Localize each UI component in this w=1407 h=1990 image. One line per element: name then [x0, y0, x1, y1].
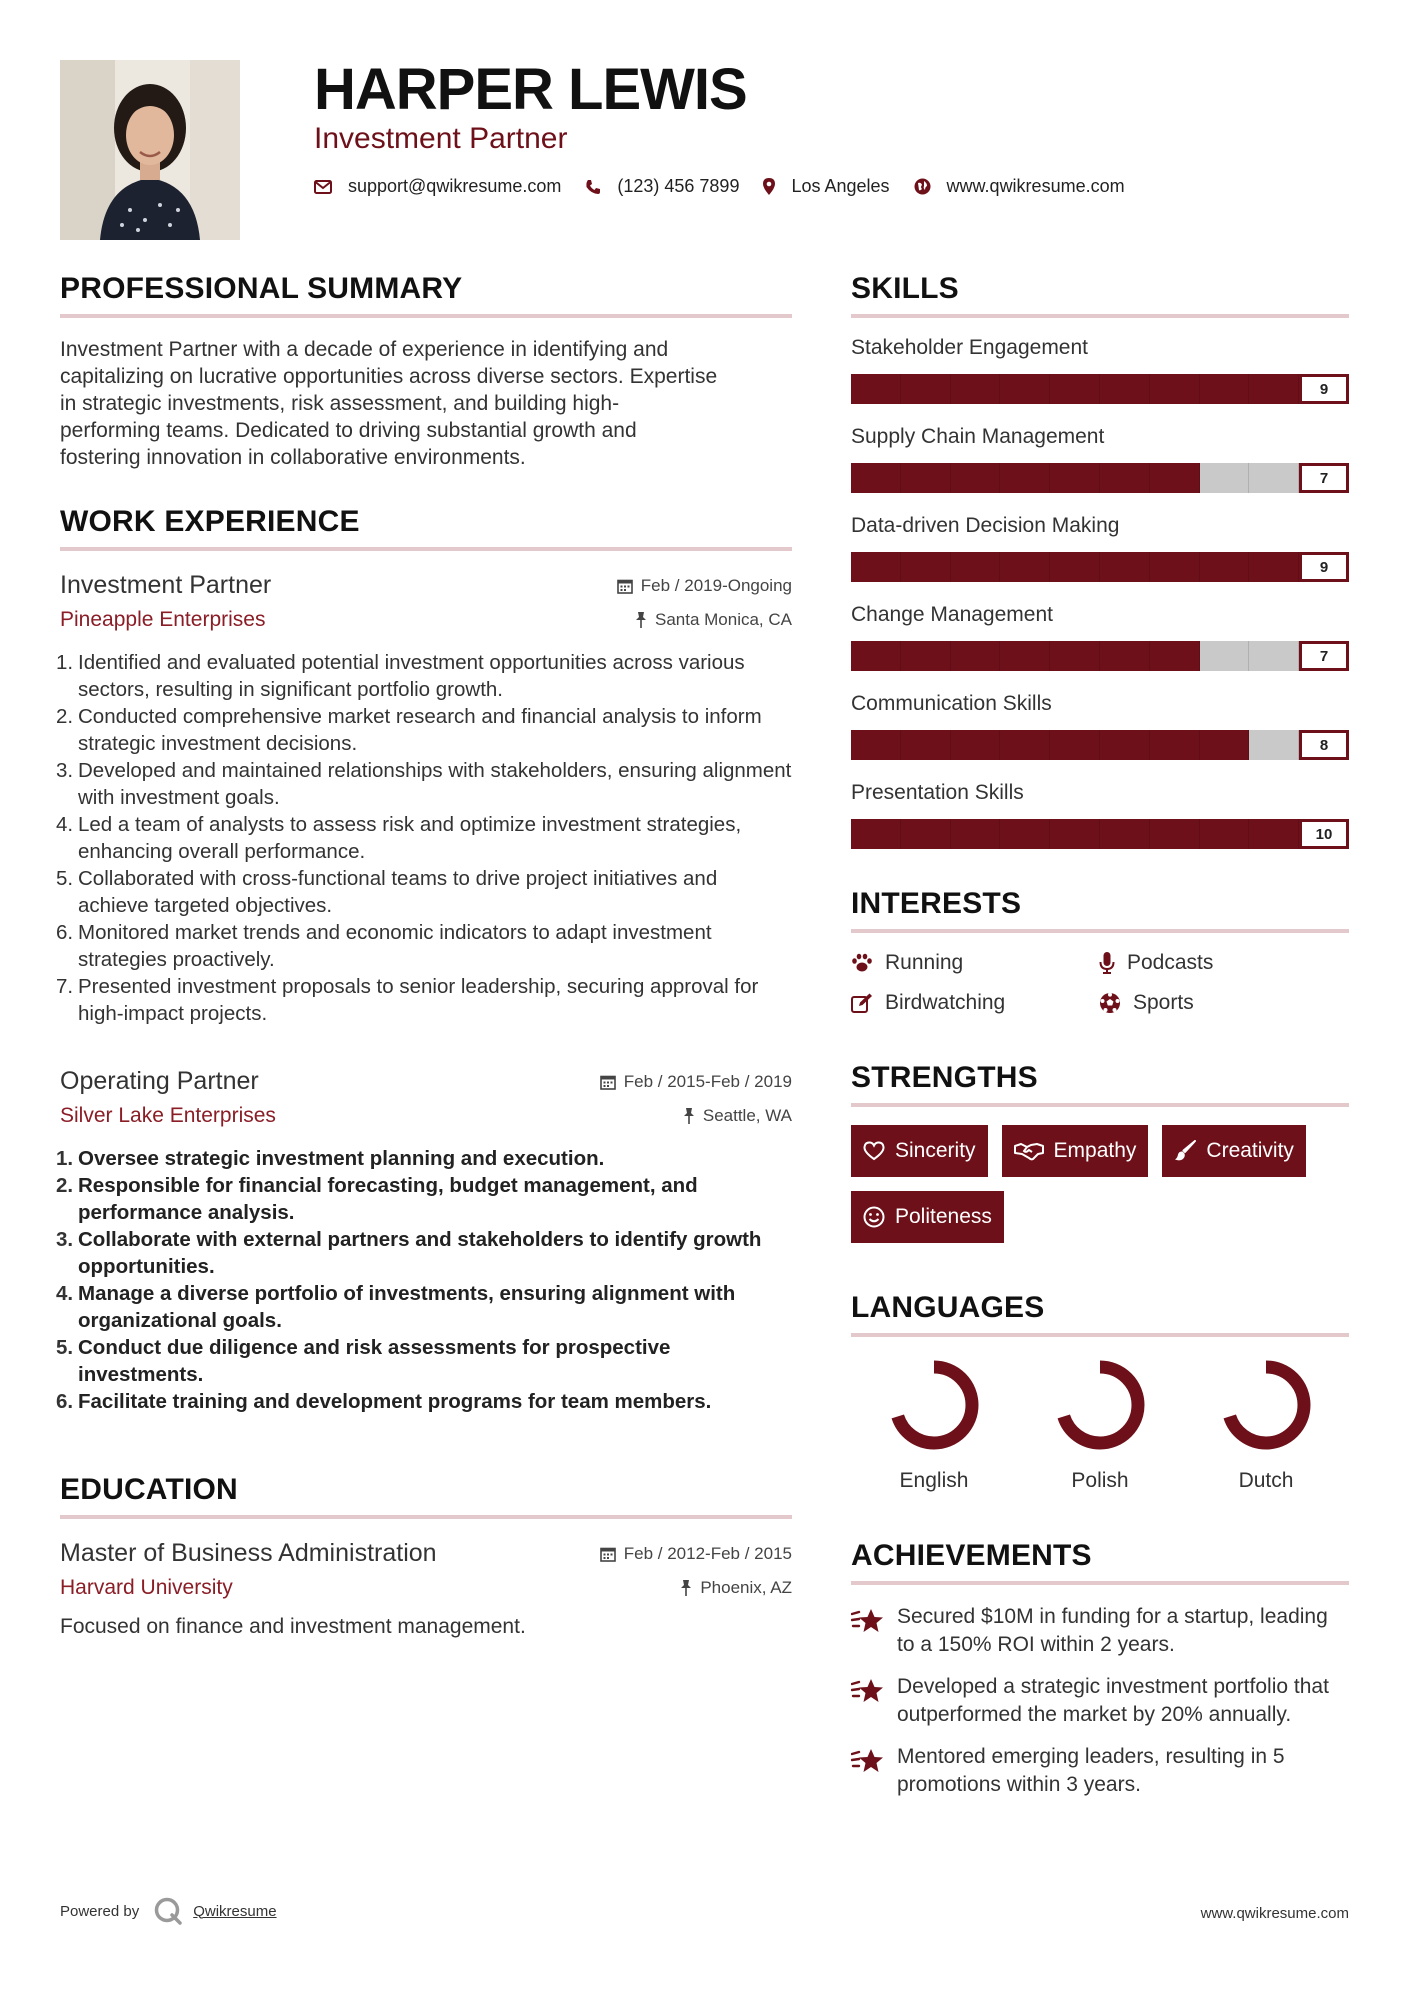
education-heading: EDUCATION	[60, 1473, 792, 1519]
summary-text	[60, 336, 792, 471]
skill-segment-filled	[1200, 819, 1250, 849]
interest-label: Running	[885, 951, 964, 974]
skill-segment-filled	[1000, 552, 1050, 582]
skill-segment-filled	[1200, 730, 1250, 760]
list-item: 2. Responsible for financial forecasting, budget management, and performance analysis.	[56, 1174, 698, 1224]
skill-segment-filled	[851, 374, 901, 404]
star-icon	[851, 1607, 885, 1635]
contact-bar	[314, 176, 1149, 197]
edit-icon	[851, 993, 873, 1013]
interests-list	[851, 951, 1349, 1015]
achievement-item	[851, 1603, 1349, 1659]
skill-segment-filled	[1249, 552, 1299, 582]
contact-website[interactable]	[914, 176, 1125, 197]
list-item: 1. Identified and evaluated potential investment opportunities across various sectors, resulting in significant portfolio growth.	[56, 651, 745, 701]
skill-bar	[851, 552, 1349, 582]
skill-name: Stakeholder Engagement	[851, 336, 1088, 359]
job-dates: Feb / 2015-Feb / 2019	[623, 1072, 792, 1091]
skill-segment-filled	[1100, 374, 1150, 404]
strength-tag	[1002, 1125, 1149, 1177]
skill-item	[851, 514, 1349, 582]
language-ring	[1050, 1355, 1150, 1455]
list-item: 6. Monitored market trends and economic indicators to adapt investment strategies proactively.	[56, 921, 712, 971]
skill-segment-filled	[1150, 463, 1200, 493]
list-item: 3. Collaborate with external partners and stakeholders to identify growth opportunities.	[56, 1228, 762, 1278]
skill-segment-empty	[1200, 641, 1250, 671]
achievements-list	[851, 1603, 1349, 1799]
strength-tag	[1162, 1125, 1306, 1177]
skill-segment-filled	[851, 819, 901, 849]
skill-segment-empty	[1200, 463, 1250, 493]
skill-segment-filled	[1100, 730, 1150, 760]
skill-segment-filled	[1150, 819, 1200, 849]
languages-list	[851, 1355, 1349, 1493]
skill-bar	[851, 730, 1349, 760]
skill-segment-filled	[1000, 819, 1050, 849]
skill-segment-filled	[851, 730, 901, 760]
soccer-ball-icon	[1099, 992, 1121, 1014]
skill-item	[851, 692, 1349, 760]
language-ring	[1216, 1355, 1316, 1455]
summary-line: performing teams. Dedicated to driving substantial growth and	[60, 419, 637, 442]
achievement-item	[851, 1743, 1349, 1799]
skill-segment-filled	[1150, 552, 1200, 582]
contact-location	[763, 176, 889, 197]
skill-name: Data-driven Decision Making	[851, 514, 1120, 537]
skill-bar	[851, 819, 1349, 849]
achievement-text: Mentored emerging leaders, resulting in 5 promotions within 3 years.	[897, 1745, 1285, 1796]
website-text: www.qwikresume.com	[946, 176, 1125, 196]
strengths-list	[851, 1125, 1349, 1243]
skill-segment-filled	[1100, 819, 1150, 849]
skill-segment-filled	[901, 463, 951, 493]
job-dates: Feb / 2019-Ongoing	[640, 576, 792, 595]
skill-segment-filled	[1000, 730, 1050, 760]
skill-name: Change Management	[851, 603, 1053, 626]
interest-label: Sports	[1133, 991, 1194, 1014]
calendar-icon	[600, 1546, 616, 1562]
skill-segment-filled	[901, 641, 951, 671]
interest-label: Birdwatching	[885, 991, 1006, 1014]
job-location: Seattle, WA	[702, 1106, 792, 1125]
skill-segment-filled	[1249, 819, 1299, 849]
skill-segment-filled	[851, 463, 901, 493]
skill-segment-filled	[951, 641, 1001, 671]
handshake-icon	[1014, 1141, 1044, 1161]
skill-segment-filled	[901, 552, 951, 582]
list-item: 4. Led a team of analysts to assess risk and optimize investment strategies, enhancing overall performance.	[56, 813, 742, 863]
experience-heading: WORK EXPERIENCE	[60, 505, 792, 551]
language-ring	[884, 1355, 984, 1455]
interest-item	[851, 951, 1099, 975]
job-bullets	[56, 1145, 792, 1415]
heart-icon	[863, 1141, 885, 1161]
list-item: 1. Oversee strategic investment planning and execution.	[56, 1147, 605, 1170]
strength-label: Empathy	[1053, 1139, 1137, 1162]
skill-segment-filled	[901, 730, 951, 760]
skill-score: 8	[1299, 730, 1349, 760]
list-item: 5. Collaborated with cross-functional teams to drive project initiatives and achieve targeted objectives.	[56, 867, 718, 917]
map-marker-icon	[763, 178, 775, 195]
candidate-title: Investment Partner	[314, 122, 568, 155]
strengths-heading: STRENGTHS	[851, 1061, 1349, 1107]
language-item	[851, 1355, 1017, 1493]
skill-item	[851, 781, 1349, 849]
language-name: Dutch	[1238, 1469, 1294, 1492]
interest-item	[1099, 991, 1347, 1015]
skill-name: Supply Chain Management	[851, 425, 1105, 448]
skill-segment-filled	[951, 374, 1001, 404]
degree: Master of Business Administration	[60, 1539, 437, 1567]
list-item: 6. Facilitate training and development programs for team members.	[56, 1390, 712, 1413]
skill-segment-filled	[1000, 641, 1050, 671]
candidate-name: HARPER LEWIS	[314, 57, 747, 122]
skill-score: 9	[1299, 552, 1349, 582]
strength-tag	[851, 1125, 988, 1177]
job-entry	[56, 1065, 792, 1415]
skill-score: 7	[1299, 641, 1349, 671]
education-dates: Feb / 2012-Feb / 2015	[623, 1544, 792, 1563]
list-item: 2. Conducted comprehensive market research and financial analysis to inform strategic investment decisions.	[56, 705, 762, 755]
language-name: Polish	[1071, 1469, 1129, 1492]
language-name: English	[899, 1469, 969, 1492]
phone-text: (123) 456 7899	[617, 176, 740, 196]
skill-segment-filled	[1200, 552, 1250, 582]
email-text: support@qwikresume.com	[348, 176, 562, 196]
skills-heading: SKILLS	[851, 272, 1349, 318]
skill-segment-filled	[951, 552, 1001, 582]
paw-icon	[851, 953, 873, 973]
summary-line: in strategic investments, risk assessment, and building high-	[60, 392, 620, 415]
job-company: Silver Lake Enterprises	[60, 1104, 276, 1127]
education-location: Phoenix, AZ	[700, 1578, 792, 1597]
skill-segment-filled	[1150, 374, 1200, 404]
star-icon	[851, 1747, 885, 1775]
pin-icon	[683, 1108, 695, 1124]
skill-segment-filled	[1150, 641, 1200, 671]
list-item: 3. Developed and maintained relationships with stakeholders, ensuring alignment with investment goals.	[56, 759, 792, 809]
skills-list	[851, 336, 1349, 849]
job-location: Santa Monica, CA	[654, 610, 792, 629]
summary-line: Investment Partner with a decade of experience in identifying and	[60, 338, 669, 361]
skill-segment-filled	[1000, 374, 1050, 404]
skill-segment-empty	[1249, 730, 1299, 760]
skill-segment-filled	[1000, 463, 1050, 493]
calendar-icon	[600, 1074, 616, 1090]
skill-segment-filled	[951, 463, 1001, 493]
footer-website[interactable]: www.qwikresume.com	[1200, 1905, 1349, 1922]
list-item: 5. Conduct due diligence and risk assessments for prospective investments.	[56, 1336, 671, 1386]
envelope-icon	[314, 180, 332, 194]
skill-name: Presentation Skills	[851, 781, 1024, 804]
skill-segment-filled	[851, 641, 901, 671]
summary-heading: PROFESSIONAL SUMMARY	[60, 272, 792, 318]
skill-segment-empty	[1249, 463, 1299, 493]
skill-bar	[851, 374, 1349, 404]
skill-segment-filled	[1150, 730, 1200, 760]
job-role: Operating Partner	[60, 1067, 259, 1095]
calendar-icon	[617, 578, 633, 594]
skill-segment-filled	[1249, 374, 1299, 404]
skill-segment-filled	[1050, 641, 1100, 671]
powered-by-label: Powered by	[60, 1902, 140, 1920]
job-entry	[56, 569, 792, 1027]
skill-score: 7	[1299, 463, 1349, 493]
skill-segment-filled	[901, 374, 951, 404]
school: Harvard University	[60, 1576, 233, 1599]
interest-item	[1099, 951, 1347, 975]
job-bullets	[56, 649, 792, 1027]
interest-item	[851, 991, 1099, 1015]
list-item: 4. Manage a diverse portfolio of investments, ensuring alignment with organizational goals.	[56, 1282, 736, 1332]
skill-segment-filled	[1100, 552, 1150, 582]
microphone-icon	[1099, 952, 1115, 974]
paintbrush-icon	[1174, 1140, 1196, 1162]
skill-segment-filled	[951, 730, 1001, 760]
contact-email[interactable]	[314, 176, 561, 197]
skill-item	[851, 336, 1349, 404]
summary-line: capitalizing on lucrative opportunities across diverse sectors. Expertise	[60, 365, 718, 388]
skill-segment-filled	[1050, 552, 1100, 582]
qwikresume-logo-icon	[153, 1896, 183, 1926]
education-description: Focused on finance and investment management.	[60, 1615, 526, 1638]
skill-segment-filled	[1100, 641, 1150, 671]
skill-segment-empty	[1249, 641, 1299, 671]
job-company: Pineapple Enterprises	[60, 608, 266, 631]
education-entry	[60, 1537, 792, 1639]
pin-icon	[680, 1580, 692, 1596]
location-text: Los Angeles	[791, 176, 890, 196]
job-role: Investment Partner	[60, 571, 272, 599]
achievements-heading: ACHIEVEMENTS	[851, 1539, 1349, 1585]
strength-tag	[851, 1191, 1004, 1243]
skill-bar	[851, 463, 1349, 493]
skill-segment-filled	[1050, 730, 1100, 760]
skill-segment-filled	[1050, 374, 1100, 404]
interests-heading: INTERESTS	[851, 887, 1349, 933]
skill-segment-filled	[1050, 819, 1100, 849]
skill-bar	[851, 641, 1349, 671]
qwikresume-link[interactable]: Qwikresume	[193, 1902, 277, 1920]
skill-segment-filled	[901, 819, 951, 849]
skill-segment-filled	[951, 819, 1001, 849]
strength-label: Creativity	[1206, 1139, 1294, 1162]
skill-name: Communication Skills	[851, 692, 1052, 715]
skill-score: 10	[1299, 819, 1349, 849]
language-item	[1183, 1355, 1349, 1493]
star-icon	[851, 1677, 885, 1705]
profile-photo	[60, 60, 240, 240]
achievement-text: Developed a strategic investment portfolio that outperformed the market by 20% annually.	[897, 1675, 1329, 1726]
globe-icon	[914, 178, 931, 195]
list-item: 7. Presented investment proposals to senior leadership, securing approval for high-impact projects.	[56, 975, 759, 1025]
skill-segment-filled	[1200, 374, 1250, 404]
achievement-text: Secured $10M in funding for a startup, leading to a 150% ROI within 2 years.	[897, 1605, 1328, 1656]
skill-score: 9	[1299, 374, 1349, 404]
strength-label: Politeness	[895, 1205, 992, 1228]
skill-segment-filled	[1100, 463, 1150, 493]
right-column	[851, 272, 1349, 1813]
left-column	[56, 272, 792, 1639]
summary-line: fostering innovation in collaborative environments.	[60, 446, 526, 469]
contact-phone[interactable]	[585, 176, 739, 197]
phone-icon	[585, 179, 601, 195]
pin-icon	[635, 612, 647, 628]
language-item	[1017, 1355, 1183, 1493]
skill-item	[851, 603, 1349, 671]
smile-icon	[863, 1206, 885, 1228]
footer-powered-by	[60, 1896, 277, 1926]
interest-label: Podcasts	[1127, 951, 1214, 974]
strength-label: Sincerity	[895, 1139, 976, 1162]
skill-item	[851, 425, 1349, 493]
skill-segment-filled	[1050, 463, 1100, 493]
skill-segment-filled	[851, 552, 901, 582]
languages-heading: LANGUAGES	[851, 1291, 1349, 1337]
achievement-item	[851, 1673, 1349, 1729]
